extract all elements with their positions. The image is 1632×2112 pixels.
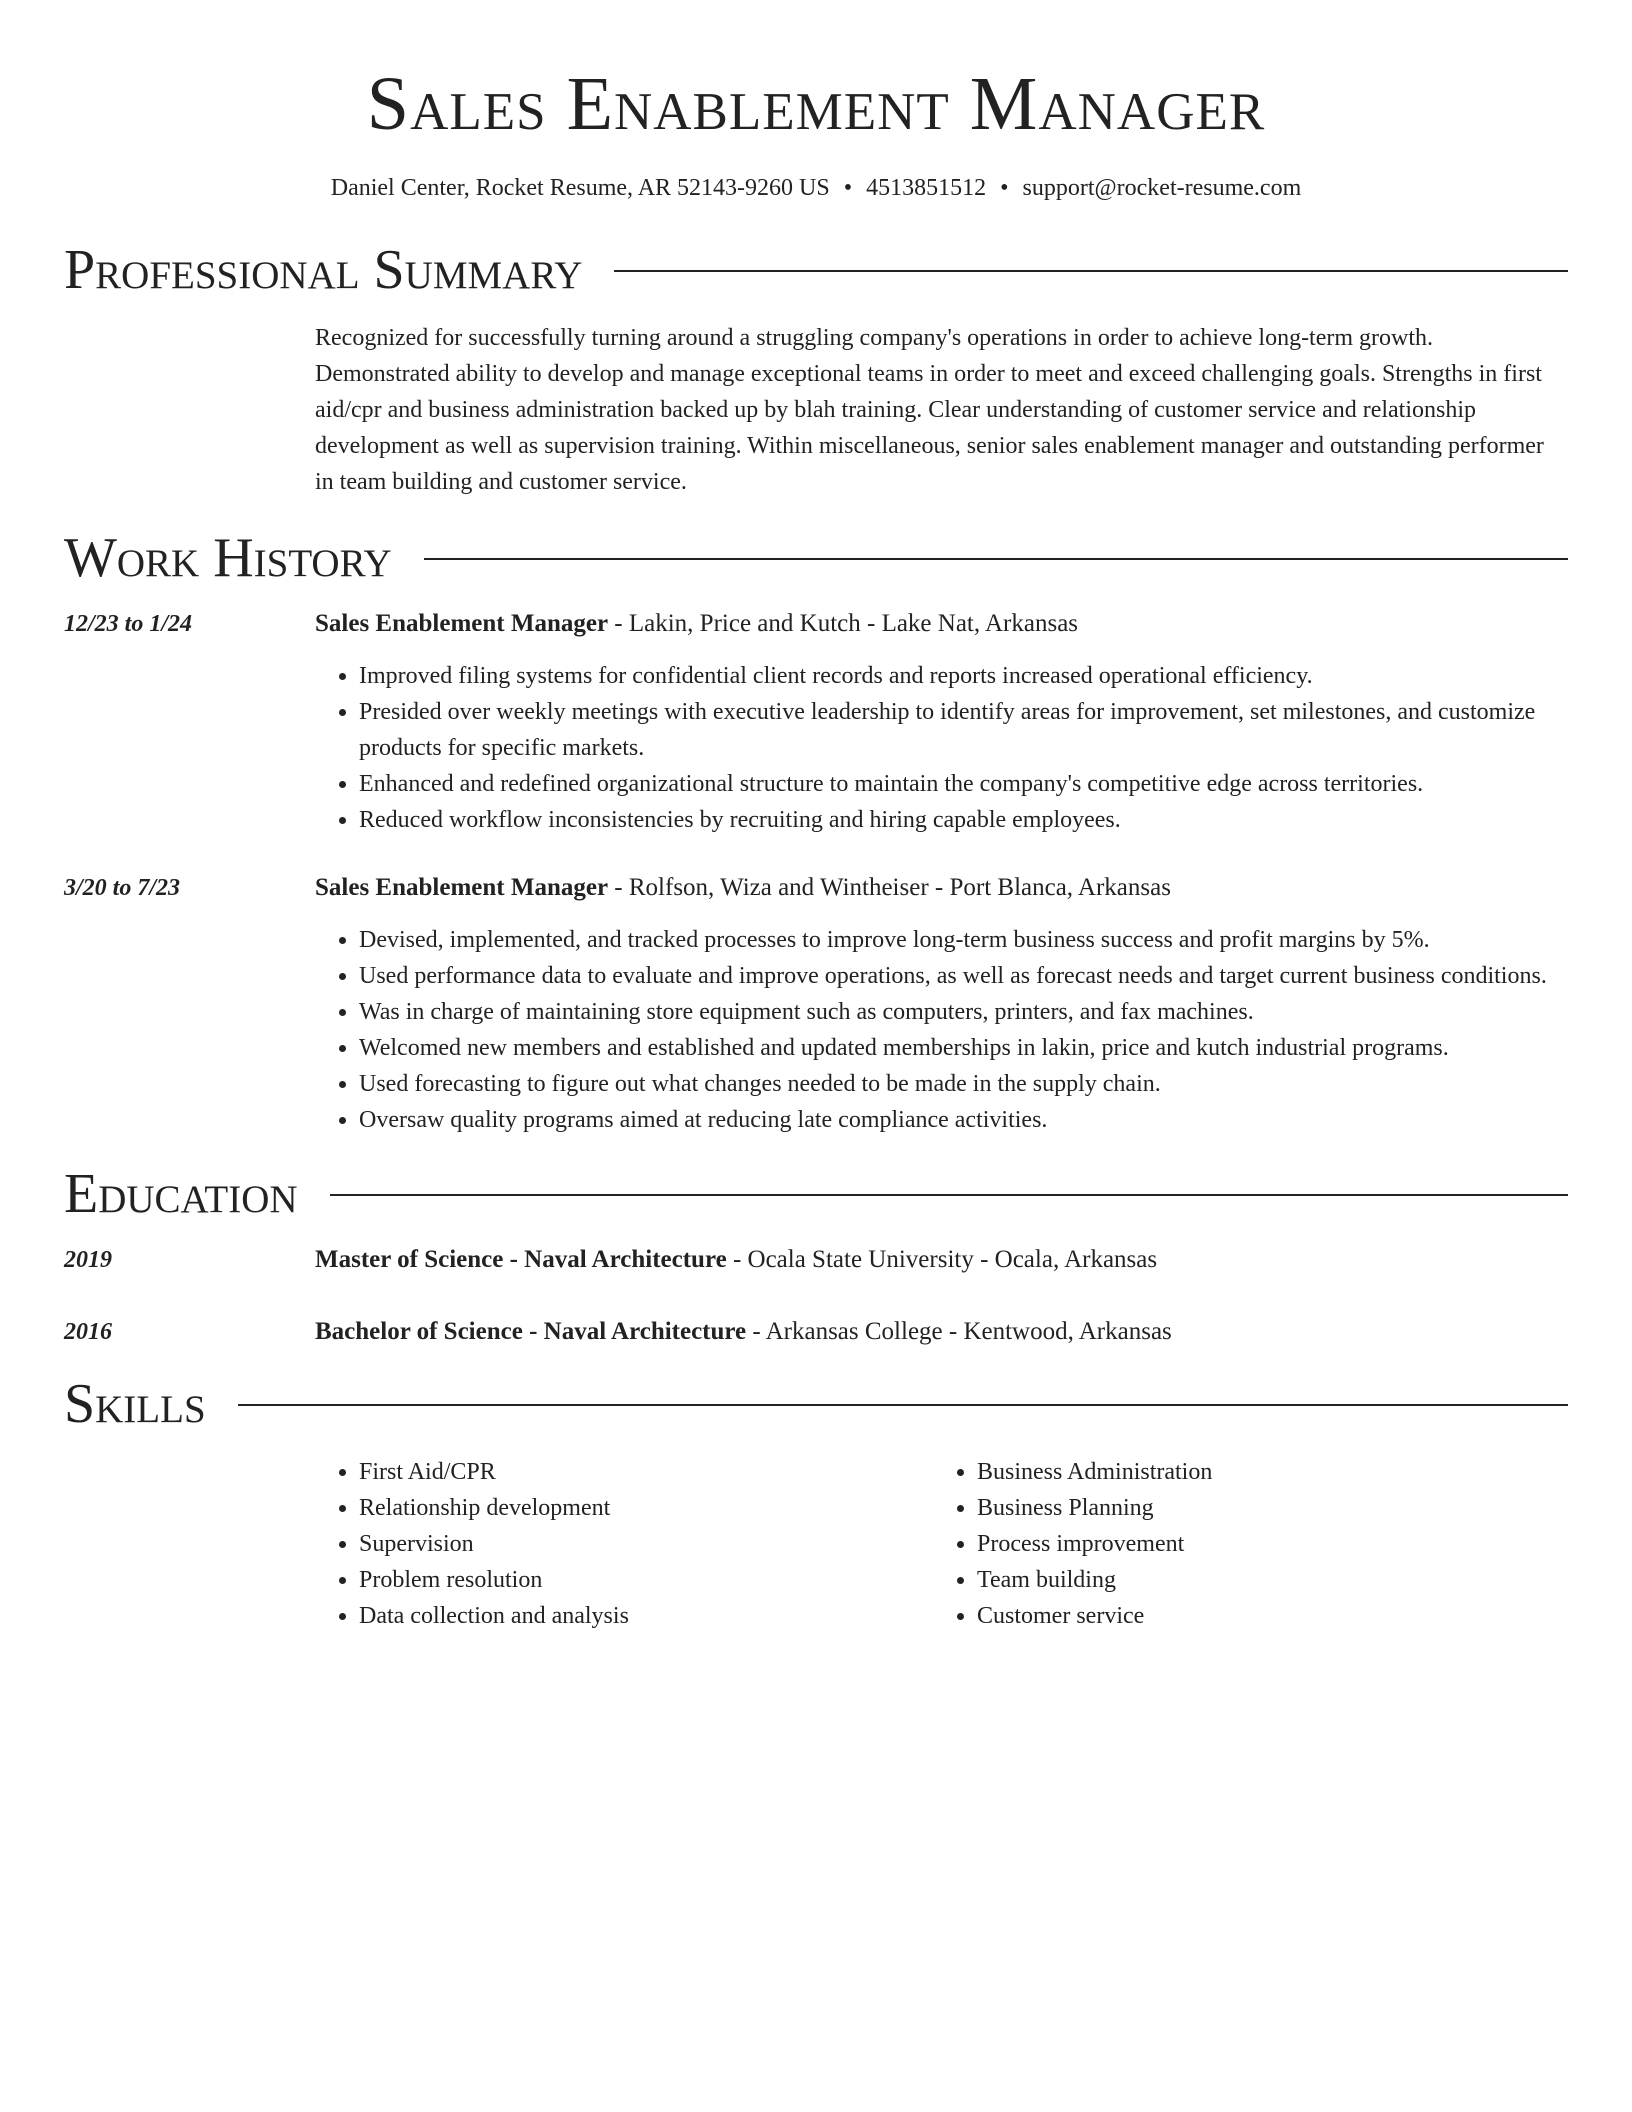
job-entry — [64, 870, 1568, 1138]
job-role: Sales Enablement Manager — [315, 874, 609, 901]
skill-item: • Data collection and analysis — [359, 1598, 933, 1634]
job-bullet: • Presided over weekly meetings with executive leadership to identify areas for improvement, set milestones, and customize products for specific markets. — [359, 694, 1568, 766]
resume-name-heading: Sales Enablement Manager — [366, 62, 1266, 146]
section-divider — [330, 1194, 1568, 1196]
job-bullet-list — [315, 922, 1568, 1138]
section-divider — [614, 270, 1568, 272]
section-header-work-history — [64, 526, 1568, 590]
skills-column-left — [315, 1454, 933, 1634]
job-dates: 12/23 to 1/24 — [64, 611, 193, 637]
job-bullet: • Oversaw quality programs aimed at reducing late compliance activities. — [359, 1102, 1568, 1138]
skill-item: • Problem resolution — [359, 1562, 933, 1598]
section-title-skills: Skills — [64, 1373, 206, 1435]
job-bullet: • Devised, implemented, and tracked processes to improve long-term business success and profit margins by 5%. — [359, 922, 1568, 958]
job-title-line — [315, 870, 1568, 906]
contact-phone: 4513851512 — [866, 175, 987, 201]
section-title-summary: Professional Summary — [64, 239, 583, 301]
job-title-line — [315, 606, 1568, 642]
skill-item: • First Aid/CPR — [359, 1454, 933, 1490]
section-header-summary — [64, 238, 1568, 302]
education-degree: Master of Science - Naval Architecture — [315, 1246, 727, 1273]
education-year: 2016 — [64, 1319, 112, 1345]
skill-item: • Customer service — [977, 1598, 1551, 1634]
skill-item: • Business Administration — [977, 1454, 1551, 1490]
job-details: - Lakin, Price and Kutch - Lake Nat, Arkansas — [608, 610, 1079, 637]
job-entry — [64, 606, 1568, 838]
education-body — [315, 1314, 1568, 1350]
summary-text: Recognized for successfully turning around a struggling company's operations in order to achieve long-term growth. Demonstrated ability to develop and manage exceptional teams in order to meet and exceed challenging goals. Strengths in first aid/cpr and business administration backed up by blah training. Clear understanding of customer service and relationship development as well as supervision training. Within miscellaneous, senior sales enablement manager and outstanding performer in team building and customer service. — [315, 325, 1544, 495]
section-title-work-history: Work History — [64, 527, 392, 589]
contact-separator: • — [1000, 175, 1009, 201]
skills-column-right — [933, 1454, 1551, 1634]
job-body — [315, 870, 1568, 1138]
education-details: - Arkansas College - Kentwood, Arkansas — [746, 1318, 1172, 1345]
section-header-education — [64, 1162, 1568, 1226]
job-bullet: • Used forecasting to figure out what changes needed to be made in the supply chain. — [359, 1066, 1568, 1102]
section-header-skills — [64, 1372, 1568, 1436]
education-degree: Bachelor of Science - Naval Architecture — [315, 1318, 747, 1345]
skill-item: • Team building — [977, 1562, 1551, 1598]
contact-separator: • — [843, 175, 853, 201]
skill-item: • Supervision — [359, 1526, 933, 1562]
education-details: - Ocala State University - Ocala, Arkansas — [726, 1246, 1158, 1273]
education-entry — [64, 1314, 1568, 1350]
job-details: - Rolfson, Wiza and Wintheiser - Port Blanca, Arkansas — [608, 874, 1171, 901]
skills-grid — [315, 1454, 1568, 1634]
education-year: 2019 — [64, 1247, 112, 1273]
contact-email: support@rocket-resume.com — [1022, 175, 1302, 201]
education-body — [315, 1242, 1568, 1278]
job-bullet: • Reduced workflow inconsistencies by recruiting and hiring capable employees. — [359, 802, 1568, 838]
skill-item: • Process improvement — [977, 1526, 1551, 1562]
job-bullet-list — [315, 658, 1568, 838]
skill-item: • Business Planning — [977, 1490, 1551, 1526]
contact-address: Daniel Center, Rocket Resume, AR 52143-9260 US — [330, 175, 830, 201]
job-role: Sales Enablement Manager — [315, 610, 609, 637]
job-bullet: • Enhanced and redefined organizational structure to maintain the company's competitive edge across territories. — [359, 766, 1568, 802]
job-bullet: • Improved filing systems for confidential client records and reports increased operational efficiency. — [359, 658, 1568, 694]
resume-page — [64, 0, 1568, 1634]
job-dates: 3/20 to 7/23 — [64, 875, 181, 901]
job-bullet: • Was in charge of maintaining store equipment such as computers, printers, and fax machines. — [359, 994, 1568, 1030]
job-bullet: • Welcomed new members and established and updated memberships in lakin, price and kutch industrial programs. — [359, 1030, 1568, 1066]
job-bullet: • Used performance data to evaluate and improve operations, as well as forecast needs and target current business conditions. — [359, 958, 1568, 994]
section-divider — [238, 1404, 1568, 1406]
skill-item: • Relationship development — [359, 1490, 933, 1526]
contact-line — [64, 170, 1568, 206]
education-entry — [64, 1242, 1568, 1278]
section-title-education: Education — [64, 1163, 298, 1225]
job-body — [315, 606, 1568, 838]
section-divider — [424, 558, 1568, 560]
